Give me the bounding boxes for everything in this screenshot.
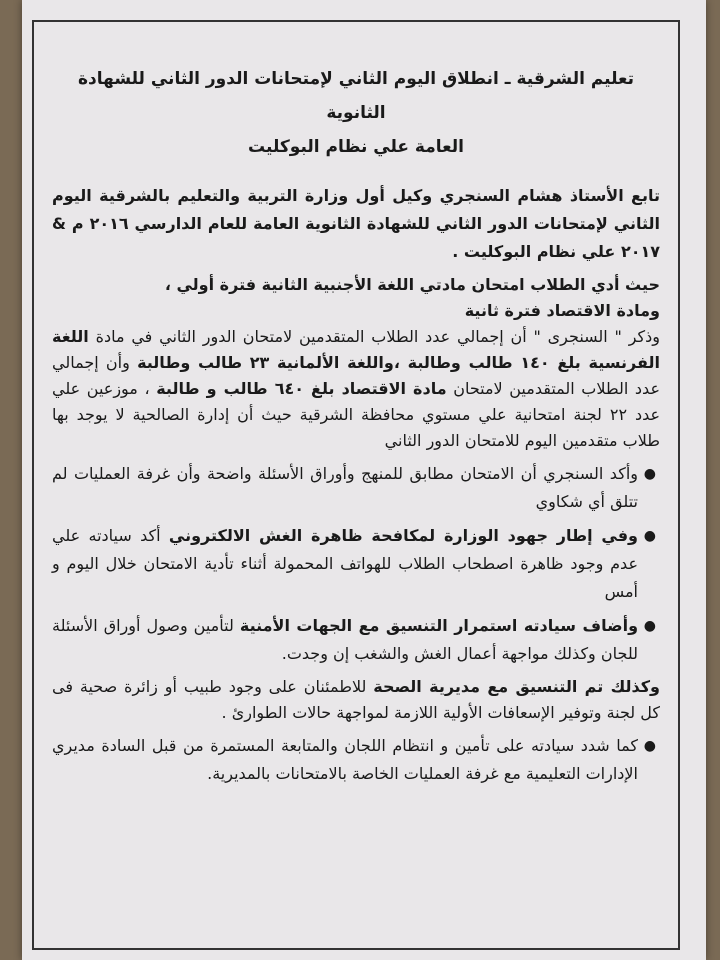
count-end: ، موزعين علي عدد ٢٢ لجنة امتحانية علي مستوي محافظة الشرقية حيث أن إدارة الصالحية لا يوجد بها طلاب متقدمين اليوم للامتحان الدور الثاني [52,379,661,450]
bullet-dot-icon: ● [643,528,656,544]
list-item [52,612,660,668]
list-item [52,460,660,516]
exam-line-1: حيث أدي الطلاب امتحان مادتي اللغة الأجنبية الثانية فترة أولي ، [164,275,660,294]
count-bold-2: مادة الاقتصاد بلغ ٦٤٠ طالب و طالبة [156,379,447,398]
bullet-dot-icon: ● [643,466,656,482]
document-frame [32,20,680,950]
health-bold: وكذلك تم التنسيق مع مديرية الصحة [373,677,660,696]
intro-paragraph: تابع الأستاذ هشام السنجري وكيل أول وزارة التربية والتعليم بالشرقية اليوم الثاني لإمتحانات الدور الثاني للشهادة الثانوية العامة للعام الدارسي ٢٠١٦ م & ٢٠١٧ علي نظام البوكليت . [52,186,660,261]
bullet-list-2 [52,732,660,788]
bullet-list-1 [52,460,660,668]
bullet-3-bold: وأضاف سيادته استمرار التنسيق مع الجهات الأمنية [239,616,639,635]
count-bold-1: اللغة الفرنسية بلغ ١٤٠ طالب وطالبة ،واللغة الألمانية ٢٣ طالب وطالبة [52,327,661,372]
health-paragraph [52,674,660,726]
count-start: وذكر " السنجرى " أن إجمالي عدد الطلاب المتقدمين لامتحان الدور الثاني في مادة [95,327,661,346]
title-line-1: تعليم الشرقية ـ انطلاق اليوم الثاني لإمتحانات الدور الثاني للشهادة الثانوية [77,69,635,123]
bullet-4-text: كما شدد سيادته على تأمين و انتظام اللجان والمتابعة المستمرة من قبل السادة مديري الإدارات التعليمية مع غرفة العمليات الخاصة بالامتحانات بالمديرية. [52,736,638,783]
bullet-dot-icon: ● [643,618,656,634]
title-line-2: العامة علي نظام البوكليت [248,137,464,157]
count-paragraph [52,324,660,454]
bullet-2-bold: وفي إطار جهود الوزارة لمكافحة ظاهرة الغش الالكتروني [168,526,639,545]
bullet-2-rest: أكد سيادته علي عدم وجود ظاهرة اصطحاب الطلاب للهواتف المحمولة أثناء تأدية الامتحان خلال اليوم و أمس [52,526,638,601]
document-body [52,62,660,794]
bullet-3-rest: لتأمين وصول أوراق الأسئلة للجان وكذلك مواجهة أعمال الغش والشغب إن وجدت. [52,616,638,663]
list-item [52,522,660,606]
list-item [52,732,660,788]
exam-line-2: ومادة الاقتصاد فترة ثانية [464,301,660,320]
health-rest: للاطمئنان على وجود طبيب أو زائرة صحية فى كل لجنة وتوفير الإسعافات الأولية اللازمة لمواجهة حالات الطوارئ . [52,677,660,722]
bullet-1-text: وأكد السنجري أن الامتحان مطابق للمنهج وأوراق الأسئلة واضحة وأن غرفة العمليات لم تتلق أي شكاوي [52,464,638,511]
count-mid: وأن إجمالي عدد الطلاب المتقدمين لامتحان [52,353,660,398]
document-title [52,62,660,164]
bullet-dot-icon: ● [643,738,656,754]
